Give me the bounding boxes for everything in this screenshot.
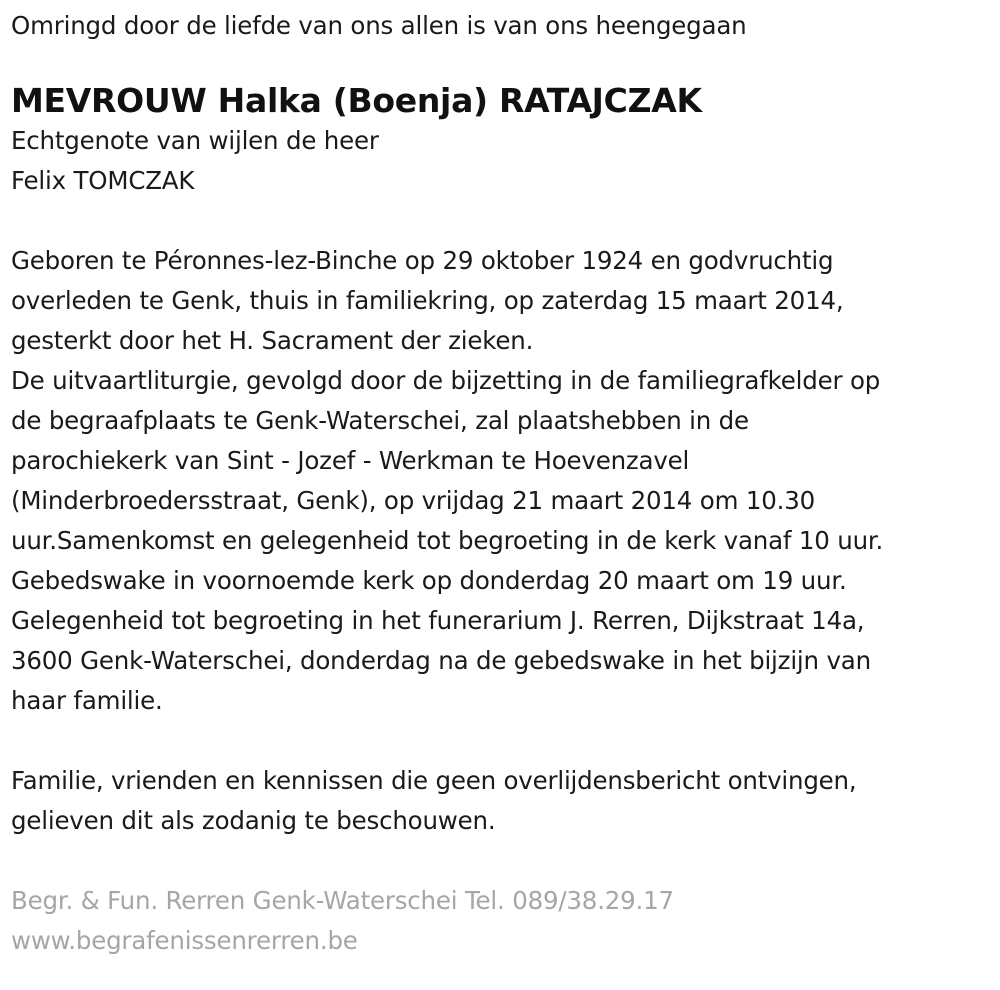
closing-line: Familie, vrienden en kennissen die geen overlijdensbericht ontvingen,: [11, 766, 857, 795]
details-line: haar familie.: [11, 686, 163, 715]
spacer: [11, 841, 991, 881]
details-line: parochiekerk van Sint - Jozef - Werkman te Hoevenzavel: [11, 446, 690, 475]
details-line: gesterkt door het H. Sacrament der zieken.: [11, 326, 534, 355]
deceased-name: MEVROUW Halka (Boenja) RATAJCZAK: [11, 81, 702, 120]
details-line: Gebedswake in voornoemde kerk op donderdag 20 maart om 19 uur.: [11, 566, 847, 595]
closing-paragraph: [11, 761, 991, 841]
footer: [11, 881, 991, 961]
funeral-home-contact: Begr. & Fun. Rerren Genk-Waterschei Tel. 089/38.29.17: [11, 886, 674, 915]
details-line: De uitvaartliturgie, gevolgd door de bijzetting in de familiegrafkelder op: [11, 366, 881, 395]
details-line: (Minderbroedersstraat, Genk), op vrijdag 21 maart 2014 om 10.30: [11, 486, 815, 515]
details-line: Geboren te Péronnes-lez-Binche op 29 oktober 1924 en godvruchtig: [11, 246, 834, 275]
spouse-line-1: Echtgenote van wijlen de heer: [11, 126, 379, 155]
details-line: de begraafplaats te Genk-Waterschei, zal plaatshebben in de: [11, 406, 749, 435]
death-notice: [11, 6, 991, 961]
intro-text: Omringd door de liefde van ons allen is van ons heengegaan: [11, 11, 747, 40]
details-paragraph: [11, 241, 991, 721]
details-line: Gelegenheid tot begroeting in het funerarium J. Rerren, Dijkstraat 14a,: [11, 606, 865, 635]
details-line: 3600 Genk-Waterschei, donderdag na de gebedswake in het bijzijn van: [11, 646, 871, 675]
funeral-home-website: www.begrafenissenrerren.be: [11, 926, 358, 955]
spacer: [11, 201, 991, 241]
spacer: [11, 46, 991, 81]
details-line: uur.Samenkomst en gelegenheid tot begroeting in de kerk vanaf 10 uur.: [11, 526, 884, 555]
details-line: overleden te Genk, thuis in familiekring, op zaterdag 15 maart 2014,: [11, 286, 844, 315]
spacer: [11, 721, 991, 761]
spouse-line-2: Felix TOMCZAK: [11, 166, 195, 195]
closing-line: gelieven dit als zodanig te beschouwen.: [11, 806, 496, 835]
